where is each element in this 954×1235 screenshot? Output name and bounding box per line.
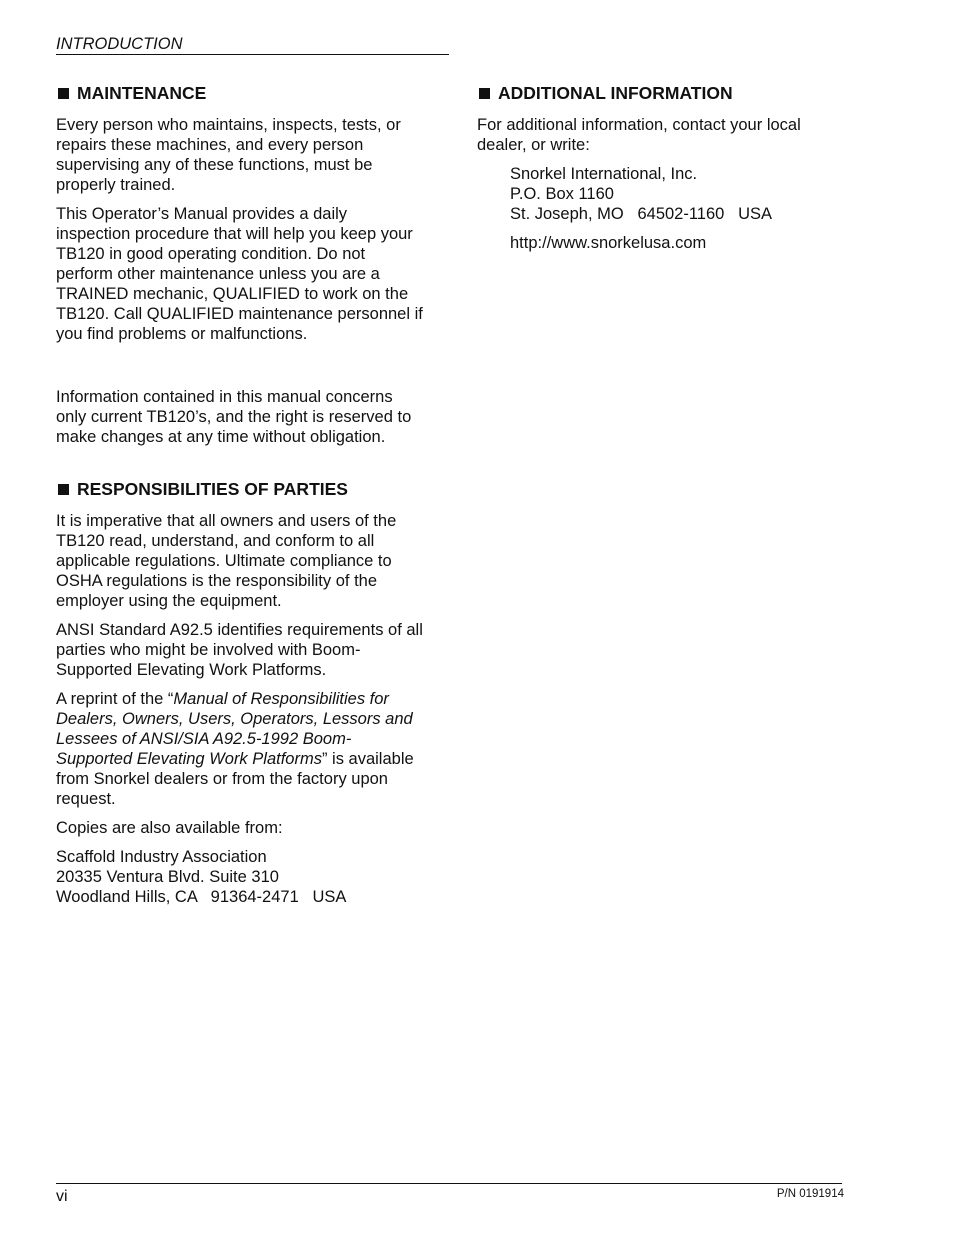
snorkel-address: [510, 164, 837, 224]
left-column: [56, 82, 424, 916]
address-line: Woodland Hills, CA 91364-2471 USA: [56, 888, 347, 906]
responsibilities-paragraph-2: ANSI Standard A92.5 identifies requirements of all parties who might be involved with Boom-Supported Elevating Work Platforms.: [56, 621, 423, 679]
reprint-suffix: ” is available from Snorkel dealers or from the factory upon request.: [56, 750, 414, 808]
additional-info-heading: [477, 82, 837, 104]
square-bullet-icon: [479, 88, 490, 99]
responsibilities-paragraph-4: Copies are also available from:: [56, 819, 283, 837]
responsibilities-paragraph-1: It is imperative that all owners and users of the TB120 read, understand, and conform to all applicable regulations. Ultimate compliance to OSHA regulations is the responsibility of the employer using the equipment.: [56, 512, 397, 610]
square-bullet-icon: [58, 484, 69, 495]
address-line: 20335 Ventura Blvd. Suite 310: [56, 868, 279, 886]
sia-address: [56, 847, 424, 907]
responsibilities-reprint-paragraph: [56, 689, 424, 809]
responsibilities-heading: [56, 478, 424, 500]
maintenance-heading: [56, 82, 424, 104]
page-number: vi: [56, 1188, 68, 1205]
additional-info-title: ADDITIONAL INFORMATION: [498, 83, 733, 103]
part-number: P/N 0191914: [776, 1188, 844, 1200]
square-bullet-icon: [58, 88, 69, 99]
address-line: Scaffold Industry Association: [56, 848, 267, 866]
additional-info-paragraph: For additional information, contact your local dealer, or write:: [477, 116, 801, 154]
address-line: P.O. Box 1160: [510, 185, 614, 203]
responsibilities-title: RESPONSIBILITIES OF PARTIES: [77, 479, 348, 499]
footer-divider: [56, 1183, 842, 1184]
address-line: Snorkel International, Inc.: [510, 165, 698, 183]
header-section-title: INTRODUCTION: [56, 35, 183, 53]
page-header: [56, 35, 449, 55]
maintenance-paragraph-3: Information contained in this manual concerns only current TB120’s, and the right is reserved to make changes at any time without obligation.: [56, 388, 412, 446]
maintenance-title: MAINTENANCE: [77, 83, 207, 103]
address-line: St. Joseph, MO 64502-1160 USA: [510, 205, 773, 223]
right-column: [477, 82, 837, 262]
reprint-manual-title: Manual of Responsibilities for Dealers, Owners, Users, Operators, Lessors and Lessees of ANSI/SIA A92.5-1992 Boom-Supported Elevating Work Platforms: [56, 690, 413, 768]
snorkel-website-link[interactable]: http://www.snorkelusa.com: [510, 234, 707, 252]
reprint-prefix: A reprint of the “: [56, 690, 174, 708]
maintenance-paragraph-2: This Operator’s Manual provides a daily inspection procedure that will help you keep your TB120 in good operating condition. Do not perform other maintenance unless you are a TRAINED mechanic, QUALIFIED to work on the TB120. Call QUALIFIED maintenance personnel if you find problems or malfunctions.: [56, 205, 423, 343]
maintenance-paragraph-1: Every person who maintains, inspects, tests, or repairs these machines, and every person supervising any of these functions, must be properly trained.: [56, 116, 401, 194]
